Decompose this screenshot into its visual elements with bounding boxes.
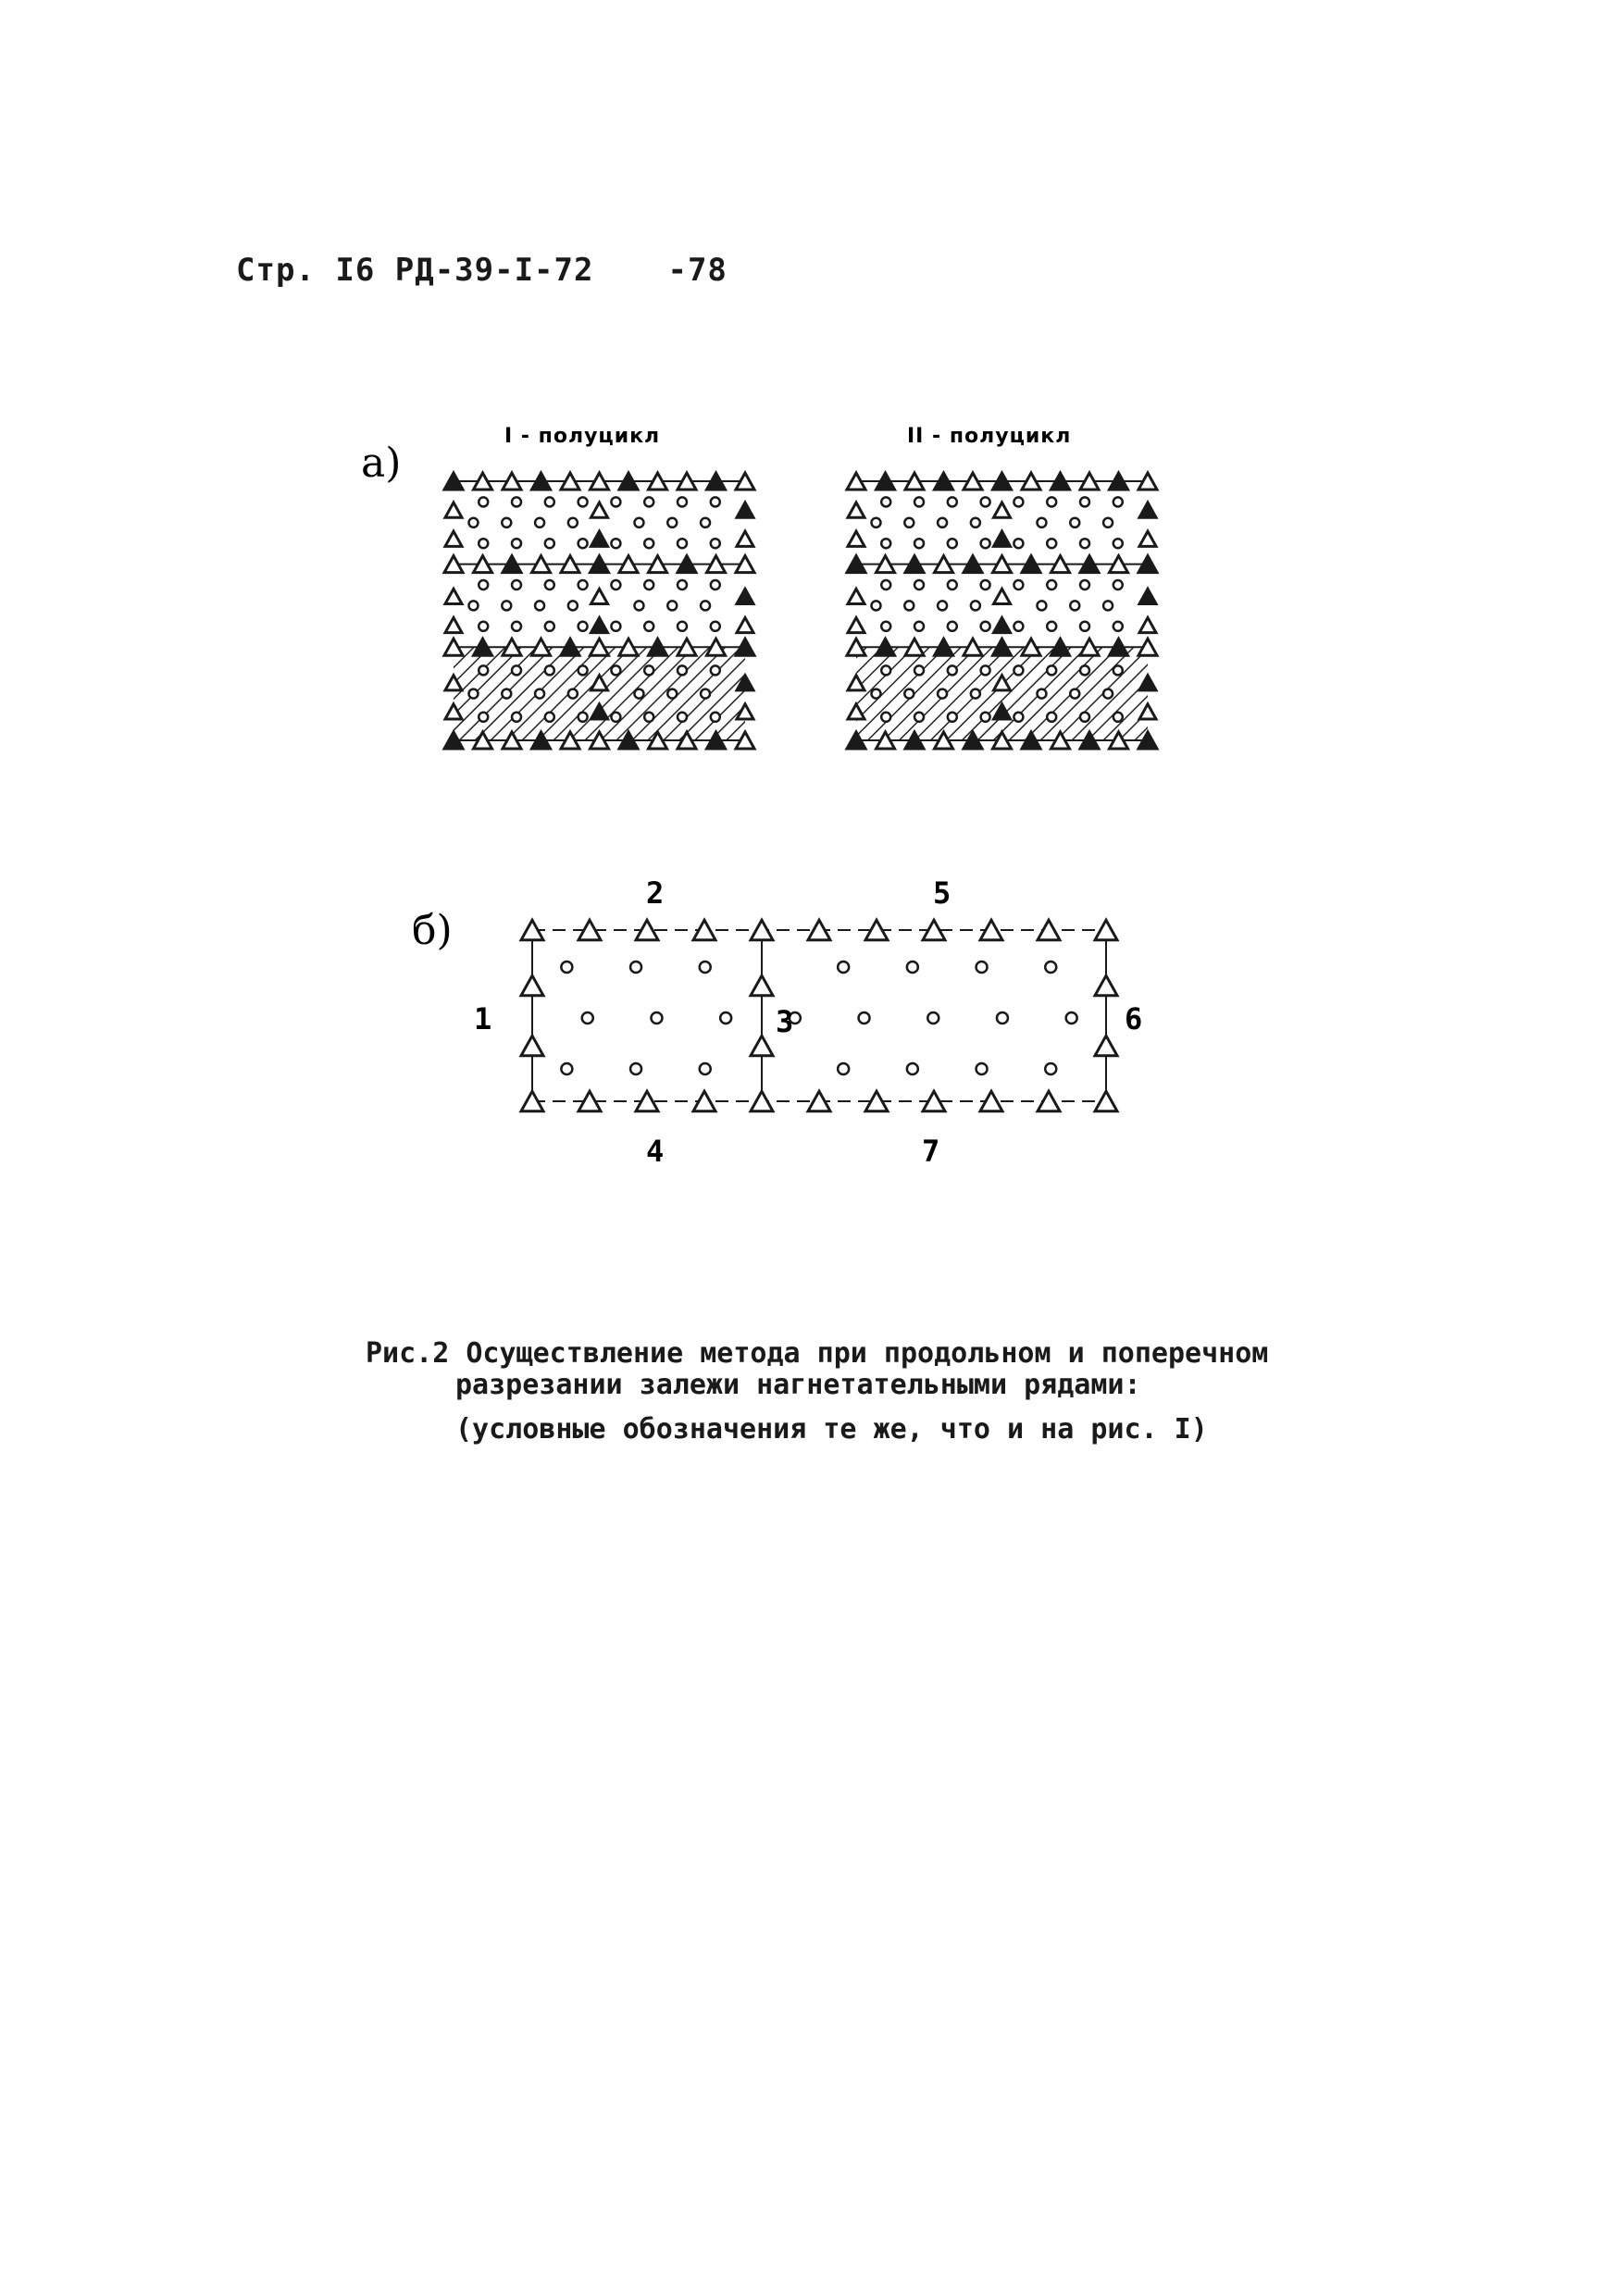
- production-well-icon: [502, 601, 511, 610]
- injection-well-icon: [1139, 617, 1156, 632]
- production-well-icon: [871, 518, 880, 527]
- figure-a: [352, 407, 1185, 768]
- production-well-icon: [644, 539, 653, 548]
- production-well-icon: [1037, 601, 1046, 610]
- production-well-icon: [981, 497, 990, 506]
- production-well-icon: [1045, 1063, 1056, 1074]
- production-well-icon: [1113, 622, 1123, 631]
- production-well-icon: [948, 580, 957, 590]
- production-well-icon: [914, 580, 924, 590]
- production-well-icon: [630, 962, 641, 973]
- production-well-icon: [512, 539, 521, 548]
- production-well-icon: [502, 689, 511, 699]
- production-well-icon: [611, 539, 620, 548]
- production-well-icon: [545, 497, 554, 506]
- production-well-icon: [561, 1063, 572, 1074]
- production-well-icon: [611, 580, 620, 590]
- production-well-icon: [904, 518, 914, 527]
- production-well-icon: [678, 497, 687, 506]
- production-well-icon: [1113, 665, 1123, 675]
- production-well-icon: [700, 1063, 711, 1074]
- production-well-icon: [578, 622, 588, 631]
- production-well-icon: [512, 580, 521, 590]
- production-well-icon: [535, 601, 544, 610]
- caption-line-3: (условные обозначения те же, что и на рис. I): [455, 1413, 1208, 1446]
- production-well-icon: [701, 601, 710, 610]
- injection-well-icon: [751, 975, 773, 996]
- injection-well-icon: [1038, 920, 1060, 940]
- production-well-icon: [711, 713, 720, 722]
- production-well-icon: [948, 665, 957, 675]
- row-label-7: 7: [922, 1134, 940, 1169]
- production-well-icon: [1080, 497, 1089, 506]
- production-well-icon: [1070, 518, 1079, 527]
- caption-line-1: Рис.2 Осуществление метода при продольном и поперечном: [366, 1337, 1269, 1370]
- production-well-icon: [651, 1012, 662, 1024]
- production-well-icon: [582, 1012, 593, 1024]
- injection-well-icon: [751, 1036, 773, 1056]
- production-well-icon: [611, 713, 620, 722]
- production-well-icon: [948, 539, 957, 548]
- production-well-icon: [881, 497, 890, 506]
- injection-well-active-icon: [591, 617, 608, 632]
- production-well-icon: [568, 689, 578, 699]
- production-well-icon: [479, 497, 488, 506]
- production-well-icon: [948, 713, 957, 722]
- production-well-icon: [678, 665, 687, 675]
- production-well-icon: [997, 1012, 1008, 1024]
- injection-well-icon: [737, 531, 753, 546]
- production-well-icon: [914, 713, 924, 722]
- injection-well-icon: [848, 531, 864, 546]
- production-well-icon: [938, 518, 947, 527]
- production-well-icon: [904, 601, 914, 610]
- injection-well-active-icon: [1139, 589, 1156, 603]
- injection-well-active-icon: [737, 589, 753, 603]
- production-well-icon: [479, 539, 488, 548]
- production-well-icon: [838, 962, 849, 973]
- injection-well-icon: [1095, 975, 1117, 996]
- production-well-icon: [468, 601, 478, 610]
- production-well-icon: [914, 497, 924, 506]
- production-well-icon: [578, 497, 588, 506]
- page-number: -78: [667, 252, 728, 289]
- injection-well-icon: [445, 503, 462, 517]
- injection-well-icon: [1095, 1036, 1117, 1056]
- row-label-6: 6: [1125, 1001, 1143, 1036]
- figure-caption: [366, 1338, 1347, 1446]
- row-label-2: 2: [646, 875, 665, 911]
- row-label-3: 3: [776, 1004, 794, 1039]
- production-well-icon: [871, 689, 880, 699]
- production-well-icon: [881, 665, 890, 675]
- left-panel-title: I - полуцикл: [504, 425, 661, 448]
- production-well-icon: [711, 539, 720, 548]
- production-well-icon: [545, 539, 554, 548]
- production-well-icon: [634, 601, 643, 610]
- production-well-icon: [1103, 689, 1113, 699]
- production-well-icon: [981, 665, 990, 675]
- injection-well-icon: [521, 1036, 543, 1056]
- production-well-icon: [859, 1012, 870, 1024]
- production-well-icon: [1080, 713, 1089, 722]
- production-well-icon: [981, 580, 990, 590]
- production-well-icon: [1113, 539, 1123, 548]
- row-label-1: 1: [474, 1001, 492, 1036]
- production-well-icon: [1080, 622, 1089, 631]
- production-well-icon: [904, 689, 914, 699]
- injection-well-icon: [445, 589, 462, 603]
- production-well-icon: [611, 665, 620, 675]
- production-well-icon: [971, 601, 980, 610]
- production-well-icon: [479, 580, 488, 590]
- production-well-icon: [711, 497, 720, 506]
- production-well-icon: [644, 713, 653, 722]
- injection-well-icon: [751, 1091, 773, 1111]
- production-well-icon: [1113, 713, 1123, 722]
- production-well-icon: [927, 1012, 939, 1024]
- injection-well-icon: [848, 617, 864, 632]
- production-well-icon: [678, 622, 687, 631]
- production-well-icon: [914, 665, 924, 675]
- production-well-icon: [644, 622, 653, 631]
- injection-well-active-icon: [1139, 503, 1156, 517]
- injection-well-icon: [737, 617, 753, 632]
- production-well-icon: [468, 689, 478, 699]
- production-well-icon: [700, 962, 711, 973]
- production-well-icon: [1047, 580, 1056, 590]
- production-well-icon: [634, 518, 643, 527]
- production-well-icon: [667, 689, 677, 699]
- production-well-icon: [678, 713, 687, 722]
- production-well-icon: [611, 497, 620, 506]
- production-well-icon: [512, 622, 521, 631]
- production-well-icon: [479, 713, 488, 722]
- production-well-icon: [938, 689, 947, 699]
- production-well-icon: [1103, 601, 1113, 610]
- production-well-icon: [711, 622, 720, 631]
- half-cycle-2-panel: [847, 473, 1157, 749]
- production-well-icon: [914, 622, 924, 631]
- production-well-icon: [1037, 518, 1046, 527]
- production-well-icon: [914, 539, 924, 548]
- production-well-icon: [1066, 1012, 1077, 1024]
- injection-well-active-icon: [994, 617, 1011, 632]
- production-well-icon: [1045, 962, 1056, 973]
- injection-well-icon: [591, 589, 608, 603]
- production-well-icon: [578, 539, 588, 548]
- page-ref: Стр. I6 РД-39-I-72: [236, 252, 594, 289]
- injection-well-icon: [848, 589, 864, 603]
- production-well-icon: [512, 713, 521, 722]
- figure-b: [389, 870, 1222, 1175]
- production-well-icon: [881, 622, 890, 631]
- production-well-icon: [561, 962, 572, 973]
- production-well-icon: [1014, 497, 1023, 506]
- production-well-icon: [468, 518, 478, 527]
- production-well-icon: [1037, 689, 1046, 699]
- production-well-icon: [1014, 665, 1023, 675]
- caption-line-2: разрезании залежи нагнетательными рядами:: [455, 1369, 1141, 1401]
- production-well-icon: [1047, 622, 1056, 631]
- production-well-icon: [976, 1063, 988, 1074]
- production-well-icon: [948, 622, 957, 631]
- injection-well-active-icon: [994, 531, 1011, 546]
- production-well-icon: [1113, 580, 1123, 590]
- injection-well-icon: [1095, 1091, 1117, 1111]
- figure-a-letter: а): [361, 440, 402, 487]
- production-well-icon: [1070, 601, 1079, 610]
- production-well-icon: [667, 601, 677, 610]
- production-well-icon: [1113, 497, 1123, 506]
- production-well-icon: [881, 713, 890, 722]
- production-well-icon: [981, 539, 990, 548]
- injection-well-icon: [591, 503, 608, 517]
- right-panel-title: II - полуцикл: [907, 425, 1072, 448]
- production-well-icon: [1047, 539, 1056, 548]
- production-well-icon: [938, 601, 947, 610]
- production-well-icon: [907, 962, 918, 973]
- production-well-icon: [948, 497, 957, 506]
- production-well-icon: [535, 689, 544, 699]
- production-well-icon: [701, 518, 710, 527]
- figure-b-letter: б): [412, 907, 453, 954]
- half-cycle-1-panel: [444, 473, 754, 749]
- production-well-icon: [1014, 539, 1023, 548]
- production-well-icon: [545, 622, 554, 631]
- production-well-icon: [1047, 497, 1056, 506]
- production-well-icon: [981, 713, 990, 722]
- production-well-icon: [1080, 539, 1089, 548]
- injection-well-icon: [751, 920, 773, 940]
- production-well-icon: [1080, 665, 1089, 675]
- production-well-icon: [578, 580, 588, 590]
- production-well-icon: [720, 1012, 731, 1024]
- production-well-icon: [838, 1063, 849, 1074]
- production-well-icon: [976, 962, 988, 973]
- page-header: [236, 252, 728, 289]
- production-well-icon: [907, 1063, 918, 1074]
- row-label-5: 5: [933, 875, 952, 911]
- production-well-icon: [871, 601, 880, 610]
- injection-well-icon: [1038, 1091, 1060, 1111]
- production-well-icon: [479, 665, 488, 675]
- production-well-icon: [578, 713, 588, 722]
- production-well-icon: [1047, 713, 1056, 722]
- injection-well-icon: [848, 503, 864, 517]
- production-well-icon: [1070, 689, 1079, 699]
- production-well-icon: [971, 518, 980, 527]
- production-well-icon: [981, 622, 990, 631]
- production-well-icon: [568, 601, 578, 610]
- production-well-icon: [630, 1063, 641, 1074]
- production-well-icon: [1014, 580, 1023, 590]
- production-well-icon: [644, 665, 653, 675]
- production-well-icon: [578, 665, 588, 675]
- production-well-icon: [502, 518, 511, 527]
- injection-well-icon: [1139, 531, 1156, 546]
- production-well-icon: [881, 539, 890, 548]
- production-well-icon: [479, 622, 488, 631]
- injection-well-icon: [1095, 920, 1117, 940]
- production-well-icon: [971, 689, 980, 699]
- production-well-icon: [545, 713, 554, 722]
- production-well-icon: [535, 518, 544, 527]
- production-well-icon: [711, 580, 720, 590]
- production-well-icon: [568, 518, 578, 527]
- production-well-icon: [1014, 713, 1023, 722]
- cross-section-scheme: [521, 920, 1117, 1111]
- injection-well-active-icon: [591, 531, 608, 546]
- production-well-icon: [644, 497, 653, 506]
- production-well-icon: [711, 665, 720, 675]
- production-well-icon: [611, 622, 620, 631]
- production-well-icon: [644, 580, 653, 590]
- production-well-icon: [1047, 665, 1056, 675]
- production-well-icon: [634, 689, 643, 699]
- production-well-icon: [678, 580, 687, 590]
- injection-well-icon: [521, 975, 543, 996]
- production-well-icon: [678, 539, 687, 548]
- production-well-icon: [667, 518, 677, 527]
- injection-well-icon: [445, 531, 462, 546]
- production-well-icon: [512, 665, 521, 675]
- injection-well-active-icon: [737, 503, 753, 517]
- production-well-icon: [1014, 622, 1023, 631]
- injection-well-icon: [994, 589, 1011, 603]
- injection-well-icon: [445, 617, 462, 632]
- production-well-icon: [545, 580, 554, 590]
- production-well-icon: [545, 665, 554, 675]
- production-well-icon: [701, 689, 710, 699]
- injection-well-icon: [994, 503, 1011, 517]
- production-well-icon: [512, 497, 521, 506]
- production-well-icon: [881, 580, 890, 590]
- production-well-icon: [1080, 580, 1089, 590]
- row-label-4: 4: [646, 1134, 665, 1169]
- production-well-icon: [1103, 518, 1113, 527]
